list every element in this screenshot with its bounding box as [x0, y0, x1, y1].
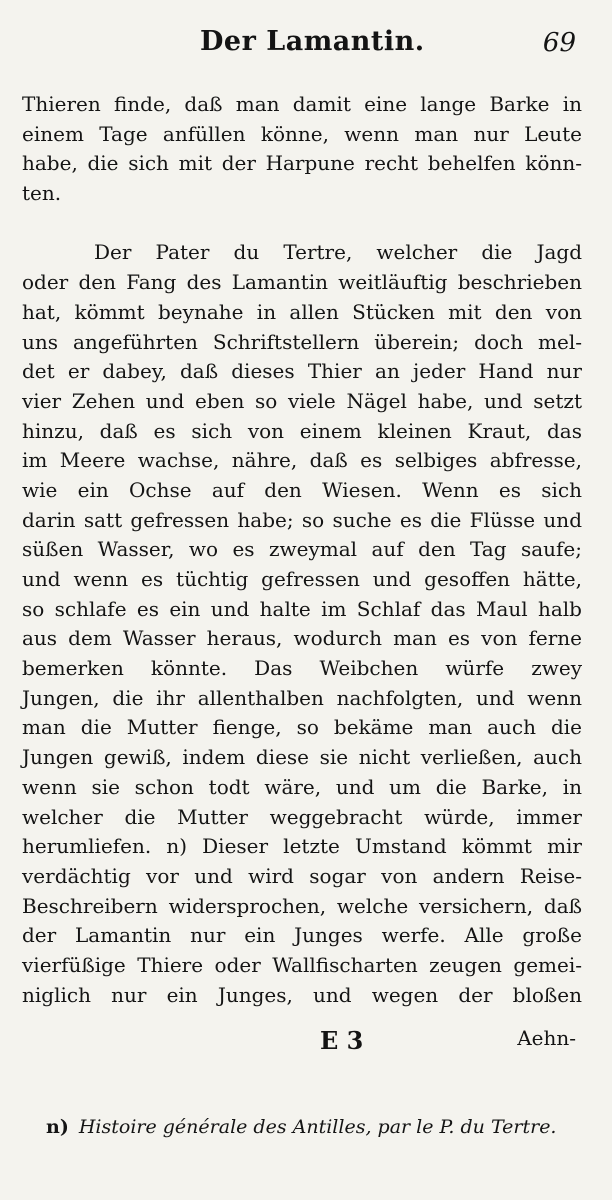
text-line: wenn sie schon todt wäre, und um die Barke, in: [22, 774, 582, 799]
text-line: man die Mutter fienge, so bekäme man auch die: [22, 715, 582, 740]
text-line: hat, kömmt beynahe in allen Stücken mit den von: [22, 299, 582, 324]
text-line: Jungen, die ihr allenthalben nachfolgten, und wenn: [22, 685, 582, 710]
text-line: niglich nur ein Junges, und wegen der bloßen: [22, 982, 582, 1007]
text-line: det er dabey, daß dieses Thier an jeder Hand nur: [22, 359, 582, 384]
text-line: so schlafe es ein und halte im Schlaf das Maul halb: [22, 596, 582, 621]
text-line: oder den Fang des Lamantin weitläuftig beschrieben: [22, 270, 582, 295]
text-line: aus dem Wasser heraus, wodurch man es von ferne: [22, 626, 582, 651]
page-number: 69: [542, 28, 576, 58]
text-line: habe, die sich mit der Harpune recht behelfen könn-: [22, 151, 582, 176]
text-line: ten.: [22, 181, 62, 206]
signature-mark: E 3: [320, 1026, 364, 1055]
text-line: verdächtig vor und wird sogar von andern Reise-: [22, 863, 582, 888]
body-text: [22, 90, 582, 1010]
text-line: bemerken könnte. Das Weibchen würfe zwey: [22, 656, 582, 681]
catchword: Aehn-: [517, 1026, 576, 1050]
text-line: vier Zehen und eben so viele Nägel habe, und setzt: [22, 388, 582, 413]
text-line: darin satt gefressen habe; so suche es die Flüsse und: [22, 507, 582, 532]
text-line: vierfüßige Thiere oder Wallfischarten zeugen gemei-: [22, 952, 582, 977]
footnote-marker: n): [46, 1116, 69, 1138]
text-line: süßen Wasser, wo es zweymal auf den Tag saufe;: [22, 537, 582, 562]
text-line: und wenn es tüchtig gefressen und gesoffen hätte,: [22, 567, 582, 591]
paragraph-gap: [22, 209, 582, 239]
text-line: hinzu, daß es sich von einem kleinen Kraut, das: [22, 418, 582, 443]
text-line: wie ein Ochse auf den Wiesen. Wenn es sich: [22, 477, 582, 502]
text-line: Jungen gewiß, indem diese sie nicht verließen, auch: [22, 745, 582, 770]
text-line: einem Tage anfüllen könne, wenn man nur Leute: [22, 121, 582, 146]
text-line: herumliefen. n) Dieser letzte Umstand kömmt mir: [22, 834, 582, 859]
text-line: Beschreibern widersprochen, welche versichern, daß: [22, 893, 582, 918]
text-line: uns angeführten Schriftstellern überein; doch mel-: [22, 329, 582, 354]
running-title: Der Lamantin.: [200, 26, 425, 57]
text-line: Thieren finde, daß man damit eine lange Barke in: [22, 92, 582, 116]
text-line: Der Pater du Tertre, welcher die Jagd: [94, 240, 582, 265]
text-line: welcher die Mutter weggebracht würde, immer: [22, 804, 582, 829]
footnote-text: Histoire générale des Antilles, par le P. du Tertre.: [78, 1116, 557, 1138]
page-header: [0, 26, 612, 66]
footnote: [46, 1116, 566, 1138]
text-line: im Meere wachse, nähre, daß es selbiges abfresse,: [22, 448, 582, 473]
text-line: der Lamantin nur ein Junges werfe. Alle große: [22, 923, 582, 948]
